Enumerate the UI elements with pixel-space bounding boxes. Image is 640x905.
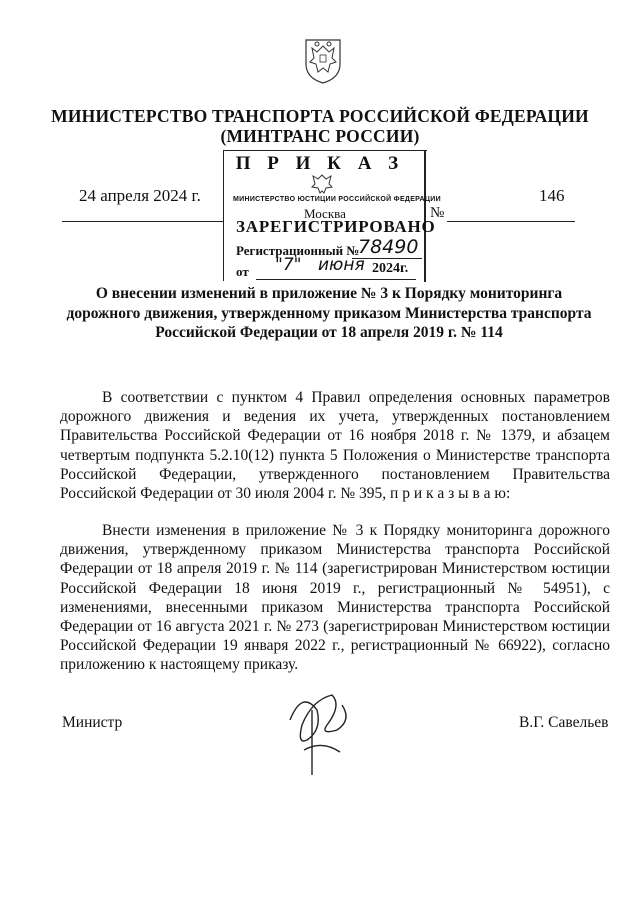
ministry-short-name: (МИНТРАНС РОССИИ) (220, 126, 420, 146)
document-type: П Р И К А З (235, 153, 405, 174)
body-paragraph-1: В соответствии с пунктом 4 Правил определения основных параметров дорожного движения и ведения их учета, утвержденных постановлением Правительства Российской Федерации от 16 ноября 2018 г. № 1379, и абзацем четвертым подпункта 5.2.10(12) пункта 5 Положения о Министерстве транспорта Российской Федерации, утвержденного постановлением Правительства Российской Федерации от 30 июля 2004 г. № 395, п р и к а з ы в а ю: (60, 389, 610, 503)
stamp-year: 2024г. (372, 261, 409, 276)
stamp-month: июня (318, 255, 365, 275)
signer-position: Министр (62, 714, 123, 731)
signer-name: В.Г. Савельев (519, 714, 609, 731)
coat-of-arms-emblem (302, 34, 344, 84)
stamp-ministry: МИНИСТЕРСТВО ЮСТИЦИИ РОССИЙСКОЙ ФЕДЕРАЦИИ (233, 196, 441, 203)
document-subject: О внесении изменений в приложение № 3 к Порядку мониторинга дорожного движения, утвержденному приказом Министерства транспорта Российской Федерации от 18 апреля 2019 г. № 114 (66, 285, 592, 341)
stamp-status: ЗАРЕГИСТРИРОВАНО (236, 217, 436, 236)
handwritten-signature (282, 680, 362, 780)
stamp-reg-label: Регистрационный № (236, 243, 360, 258)
ministry-name: МИНИСТЕРСТВО ТРАНСПОРТА РОССИЙСКОЙ ФЕДЕРАЦИИ (51, 106, 589, 126)
stamp-city: Москва (304, 206, 346, 221)
stamp-date-prefix: от (236, 264, 249, 279)
small-emblem-icon (307, 172, 337, 196)
stamp-reg-number: 78490 (358, 236, 419, 258)
document-date: 24 апреля 2024 г. (79, 186, 201, 205)
document-number: 146 (539, 186, 565, 205)
stamp-day: "7" (275, 255, 302, 275)
number-sign: № (430, 205, 445, 221)
body-paragraph-2: Внести изменения в приложение № 3 к Порядку мониторинга дорожного движения, утвержденному приказом Министерства транспорта Российской Федерации от 18 апреля 2019 г. № 114 (зарегистрирован Министерством юстиции Российской Федерации 18 июня 2019 г., регистрационный № 54951), с изменениями, внесенными приказом Министерства транспорта Российской Федерации от 16 августа 2021 г. № 273 (зарегистрирован Министерством юстиции Российской Федерации 19 января 2022 г., регистрационный № 66922), согласно приложению к настоящему приказу. (60, 522, 610, 674)
